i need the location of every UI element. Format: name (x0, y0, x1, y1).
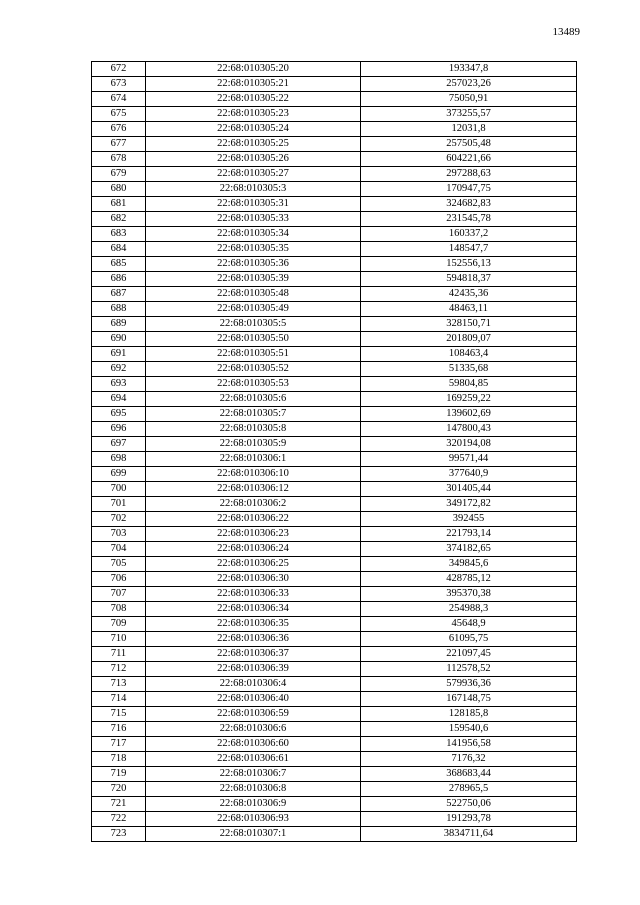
table-row (92, 242, 577, 257)
table-row (92, 692, 577, 707)
cadastral-number-cell: 22:68:010306:40 (146, 692, 361, 707)
cadastral-number-cell: 22:68:010306:61 (146, 752, 361, 767)
cadastral-number-cell: 22:68:010306:6 (146, 722, 361, 737)
value-cell: 112578,52 (361, 662, 577, 677)
value-cell: 395370,38 (361, 587, 577, 602)
table-row (92, 602, 577, 617)
row-number-cell: 703 (92, 527, 146, 542)
table-row (92, 497, 577, 512)
row-number-cell: 688 (92, 302, 146, 317)
cadastral-number-cell: 22:68:010306:12 (146, 482, 361, 497)
row-number-cell: 702 (92, 512, 146, 527)
row-number-cell: 719 (92, 767, 146, 782)
row-number-cell: 696 (92, 422, 146, 437)
table-row (92, 167, 577, 182)
table-row (92, 77, 577, 92)
row-number-cell: 686 (92, 272, 146, 287)
value-cell: 324682,83 (361, 197, 577, 212)
row-number-cell: 673 (92, 77, 146, 92)
data-table (91, 61, 577, 842)
cadastral-number-cell: 22:68:010306:24 (146, 542, 361, 557)
value-cell: 99571,44 (361, 452, 577, 467)
cadastral-number-cell: 22:68:010305:53 (146, 377, 361, 392)
cadastral-number-cell: 22:68:010305:39 (146, 272, 361, 287)
row-number-cell: 720 (92, 782, 146, 797)
cadastral-number-cell: 22:68:010305:48 (146, 287, 361, 302)
table-row (92, 737, 577, 752)
row-number-cell: 695 (92, 407, 146, 422)
row-number-cell: 705 (92, 557, 146, 572)
row-number-cell: 692 (92, 362, 146, 377)
row-number-cell: 707 (92, 587, 146, 602)
row-number-cell: 710 (92, 632, 146, 647)
table-row (92, 767, 577, 782)
value-cell: 75050,91 (361, 92, 577, 107)
row-number-cell: 698 (92, 452, 146, 467)
cadastral-number-cell: 22:68:010305:3 (146, 182, 361, 197)
row-number-cell: 689 (92, 317, 146, 332)
row-number-cell: 678 (92, 152, 146, 167)
table-row (92, 827, 577, 842)
table-row (92, 677, 577, 692)
cadastral-number-cell: 22:68:010306:36 (146, 632, 361, 647)
row-number-cell: 680 (92, 182, 146, 197)
value-cell: 373255,57 (361, 107, 577, 122)
value-cell: 108463,4 (361, 347, 577, 362)
table-row (92, 662, 577, 677)
cadastral-number-cell: 22:68:010306:25 (146, 557, 361, 572)
cadastral-number-cell: 22:68:010305:33 (146, 212, 361, 227)
table-row (92, 437, 577, 452)
table-row (92, 587, 577, 602)
value-cell: 51335,68 (361, 362, 577, 377)
cadastral-number-cell: 22:68:010306:59 (146, 707, 361, 722)
row-number-cell: 706 (92, 572, 146, 587)
value-cell: 594818,37 (361, 272, 577, 287)
cadastral-number-cell: 22:68:010305:21 (146, 77, 361, 92)
value-cell: 159540,6 (361, 722, 577, 737)
table-row (92, 797, 577, 812)
value-cell: 349172,82 (361, 497, 577, 512)
table-row (92, 272, 577, 287)
cadastral-number-cell: 22:68:010305:36 (146, 257, 361, 272)
value-cell: 349845,6 (361, 557, 577, 572)
cadastral-number-cell: 22:68:010305:7 (146, 407, 361, 422)
table-row (92, 377, 577, 392)
cadastral-number-cell: 22:68:010305:8 (146, 422, 361, 437)
row-number-cell: 679 (92, 167, 146, 182)
value-cell: 257505,48 (361, 137, 577, 152)
value-cell: 579936,36 (361, 677, 577, 692)
row-number-cell: 704 (92, 542, 146, 557)
table-row (92, 707, 577, 722)
cadastral-number-cell: 22:68:010305:23 (146, 107, 361, 122)
row-number-cell: 715 (92, 707, 146, 722)
value-cell: 48463,11 (361, 302, 577, 317)
cadastral-number-cell: 22:68:010306:1 (146, 452, 361, 467)
value-cell: 374182,65 (361, 542, 577, 557)
cadastral-number-cell: 22:68:010305:26 (146, 152, 361, 167)
cadastral-number-cell: 22:68:010306:93 (146, 812, 361, 827)
cadastral-number-cell: 22:68:010306:39 (146, 662, 361, 677)
cadastral-number-cell: 22:68:010306:4 (146, 677, 361, 692)
table-row (92, 407, 577, 422)
row-number-cell: 691 (92, 347, 146, 362)
cadastral-number-cell: 22:68:010305:9 (146, 437, 361, 452)
value-cell: 170947,75 (361, 182, 577, 197)
cadastral-number-cell: 22:68:010305:51 (146, 347, 361, 362)
value-cell: 152556,13 (361, 257, 577, 272)
data-table-container (91, 61, 576, 842)
cadastral-number-cell: 22:68:010305:52 (146, 362, 361, 377)
table-row (92, 422, 577, 437)
cadastral-number-cell: 22:68:010306:34 (146, 602, 361, 617)
value-cell: 7176,32 (361, 752, 577, 767)
table-row (92, 197, 577, 212)
cadastral-number-cell: 22:68:010305:49 (146, 302, 361, 317)
table-row (92, 557, 577, 572)
table-row (92, 722, 577, 737)
table-row (92, 812, 577, 827)
cadastral-number-cell: 22:68:010306:22 (146, 512, 361, 527)
value-cell: 42435,36 (361, 287, 577, 302)
table-row (92, 227, 577, 242)
row-number-cell: 722 (92, 812, 146, 827)
cadastral-number-cell: 22:68:010306:37 (146, 647, 361, 662)
table-row (92, 542, 577, 557)
row-number-cell: 676 (92, 122, 146, 137)
row-number-cell: 675 (92, 107, 146, 122)
row-number-cell: 693 (92, 377, 146, 392)
value-cell: 193347,8 (361, 62, 577, 77)
value-cell: 297288,63 (361, 167, 577, 182)
row-number-cell: 708 (92, 602, 146, 617)
cadastral-number-cell: 22:68:010306:60 (146, 737, 361, 752)
row-number-cell: 716 (92, 722, 146, 737)
value-cell: 377640,9 (361, 467, 577, 482)
value-cell: 604221,66 (361, 152, 577, 167)
cadastral-number-cell: 22:68:010306:30 (146, 572, 361, 587)
cadastral-number-cell: 22:68:010306:9 (146, 797, 361, 812)
cadastral-number-cell: 22:68:010305:22 (146, 92, 361, 107)
table-row (92, 752, 577, 767)
table-row (92, 122, 577, 137)
row-number-cell: 690 (92, 332, 146, 347)
row-number-cell: 694 (92, 392, 146, 407)
cadastral-number-cell: 22:68:010307:1 (146, 827, 361, 842)
cadastral-number-cell: 22:68:010306:33 (146, 587, 361, 602)
row-number-cell: 718 (92, 752, 146, 767)
value-cell: 45648,9 (361, 617, 577, 632)
table-row (92, 107, 577, 122)
row-number-cell: 682 (92, 212, 146, 227)
value-cell: 368683,44 (361, 767, 577, 782)
table-row (92, 527, 577, 542)
row-number-cell: 687 (92, 287, 146, 302)
value-cell: 278965,5 (361, 782, 577, 797)
table-row (92, 332, 577, 347)
cadastral-number-cell: 22:68:010306:8 (146, 782, 361, 797)
cadastral-number-cell: 22:68:010305:25 (146, 137, 361, 152)
cadastral-number-cell: 22:68:010306:10 (146, 467, 361, 482)
table-row (92, 392, 577, 407)
table-row (92, 782, 577, 797)
value-cell: 231545,78 (361, 212, 577, 227)
row-number-cell: 709 (92, 617, 146, 632)
cadastral-number-cell: 22:68:010306:2 (146, 497, 361, 512)
row-number-cell: 697 (92, 437, 146, 452)
table-row (92, 482, 577, 497)
value-cell: 61095,75 (361, 632, 577, 647)
table-row (92, 647, 577, 662)
cadastral-number-cell: 22:68:010305:31 (146, 197, 361, 212)
page-number: 13489 (552, 26, 580, 38)
row-number-cell: 713 (92, 677, 146, 692)
row-number-cell: 672 (92, 62, 146, 77)
row-number-cell: 699 (92, 467, 146, 482)
table-row (92, 317, 577, 332)
value-cell: 221793,14 (361, 527, 577, 542)
value-cell: 428785,12 (361, 572, 577, 587)
value-cell: 141956,58 (361, 737, 577, 752)
cadastral-number-cell: 22:68:010305:24 (146, 122, 361, 137)
row-number-cell: 711 (92, 647, 146, 662)
table-row (92, 572, 577, 587)
value-cell: 320194,08 (361, 437, 577, 452)
value-cell: 257023,26 (361, 77, 577, 92)
row-number-cell: 683 (92, 227, 146, 242)
value-cell: 522750,06 (361, 797, 577, 812)
table-row (92, 182, 577, 197)
table-row (92, 512, 577, 527)
cadastral-number-cell: 22:68:010305:35 (146, 242, 361, 257)
value-cell: 128185,8 (361, 707, 577, 722)
table-row (92, 452, 577, 467)
value-cell: 392455 (361, 512, 577, 527)
table-body (92, 62, 577, 842)
table-row (92, 257, 577, 272)
cadastral-number-cell: 22:68:010306:23 (146, 527, 361, 542)
value-cell: 169259,22 (361, 392, 577, 407)
value-cell: 191293,78 (361, 812, 577, 827)
value-cell: 167148,75 (361, 692, 577, 707)
value-cell: 301405,44 (361, 482, 577, 497)
table-row (92, 362, 577, 377)
row-number-cell: 681 (92, 197, 146, 212)
row-number-cell: 685 (92, 257, 146, 272)
value-cell: 139602,69 (361, 407, 577, 422)
table-row (92, 92, 577, 107)
cadastral-number-cell: 22:68:010305:27 (146, 167, 361, 182)
table-row (92, 632, 577, 647)
value-cell: 254988,3 (361, 602, 577, 617)
table-row (92, 617, 577, 632)
value-cell: 221097,45 (361, 647, 577, 662)
row-number-cell: 700 (92, 482, 146, 497)
cadastral-number-cell: 22:68:010305:5 (146, 317, 361, 332)
table-row (92, 212, 577, 227)
value-cell: 201809,07 (361, 332, 577, 347)
row-number-cell: 684 (92, 242, 146, 257)
cadastral-number-cell: 22:68:010306:35 (146, 617, 361, 632)
row-number-cell: 714 (92, 692, 146, 707)
value-cell: 160337,2 (361, 227, 577, 242)
row-number-cell: 677 (92, 137, 146, 152)
table-row (92, 62, 577, 77)
row-number-cell: 721 (92, 797, 146, 812)
row-number-cell: 723 (92, 827, 146, 842)
table-row (92, 302, 577, 317)
value-cell: 148547,7 (361, 242, 577, 257)
value-cell: 328150,71 (361, 317, 577, 332)
row-number-cell: 674 (92, 92, 146, 107)
cadastral-number-cell: 22:68:010305:50 (146, 332, 361, 347)
table-row (92, 152, 577, 167)
value-cell: 12031,8 (361, 122, 577, 137)
table-row (92, 347, 577, 362)
cadastral-number-cell: 22:68:010306:7 (146, 767, 361, 782)
row-number-cell: 701 (92, 497, 146, 512)
cadastral-number-cell: 22:68:010305:20 (146, 62, 361, 77)
table-row (92, 467, 577, 482)
value-cell: 3834711,64 (361, 827, 577, 842)
cadastral-number-cell: 22:68:010305:6 (146, 392, 361, 407)
row-number-cell: 712 (92, 662, 146, 677)
table-row (92, 287, 577, 302)
value-cell: 147800,43 (361, 422, 577, 437)
value-cell: 59804,85 (361, 377, 577, 392)
cadastral-number-cell: 22:68:010305:34 (146, 227, 361, 242)
row-number-cell: 717 (92, 737, 146, 752)
table-row (92, 137, 577, 152)
